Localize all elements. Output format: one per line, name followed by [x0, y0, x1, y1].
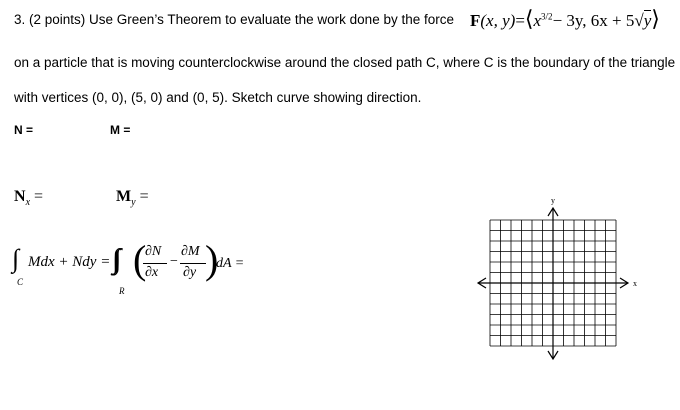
sqrt-icon: √ [634, 11, 644, 30]
nx-base: N [14, 188, 26, 205]
line-integral-sign: ∫ [12, 244, 20, 273]
force-equals: = [515, 11, 525, 30]
left-paren: ( [133, 237, 147, 282]
right-angle: ⟩ [651, 6, 660, 31]
line-integrand: Mdx + Ndy = [28, 254, 111, 270]
my-eq: = [139, 188, 149, 205]
nx-eq: = [34, 188, 44, 205]
problem-line-3: with vertices (0, 0), (5, 0) and (0, 5). Sketch curve showing direction. [14, 90, 422, 105]
partial-dN: ∂N [145, 244, 162, 259]
y-axis-label: y [551, 196, 555, 205]
force-exponent: 3/2 [541, 11, 553, 22]
my-sub: y [131, 197, 136, 209]
partial-dy: ∂y [183, 265, 197, 280]
my-base: M [116, 188, 132, 205]
right-paren: ) [205, 237, 219, 282]
left-angle: ⟨ [524, 6, 534, 31]
problem-line-2: on a particle that is moving counterclockwise around the closed path C, where C is the boundary of the triangle [14, 55, 676, 70]
x-axis-label: x [633, 279, 637, 288]
force-middle: − 3y, 6x + 5 [552, 11, 635, 30]
force-x: x [533, 11, 542, 30]
problem-line-1: 3. (2 points) Use Green’s Theorem to evaluate the work done by the force [14, 12, 454, 27]
double-integral-sub: R [119, 286, 125, 296]
partial-dx: ∂x [145, 265, 159, 280]
n-label: N = [14, 123, 34, 137]
force-args: (x, y) [480, 11, 516, 30]
double-integral-sign: ∫∫ [112, 244, 116, 275]
m-label: M = [110, 123, 131, 137]
force-radicand: y [643, 11, 652, 30]
dA-label: dA = [216, 256, 245, 271]
nx-sub: x [25, 197, 31, 209]
line-integral-sub: C [17, 277, 24, 287]
partial-dM: ∂M [181, 244, 200, 259]
minus-sign: − [170, 254, 178, 269]
force-symbol: F [470, 11, 481, 30]
